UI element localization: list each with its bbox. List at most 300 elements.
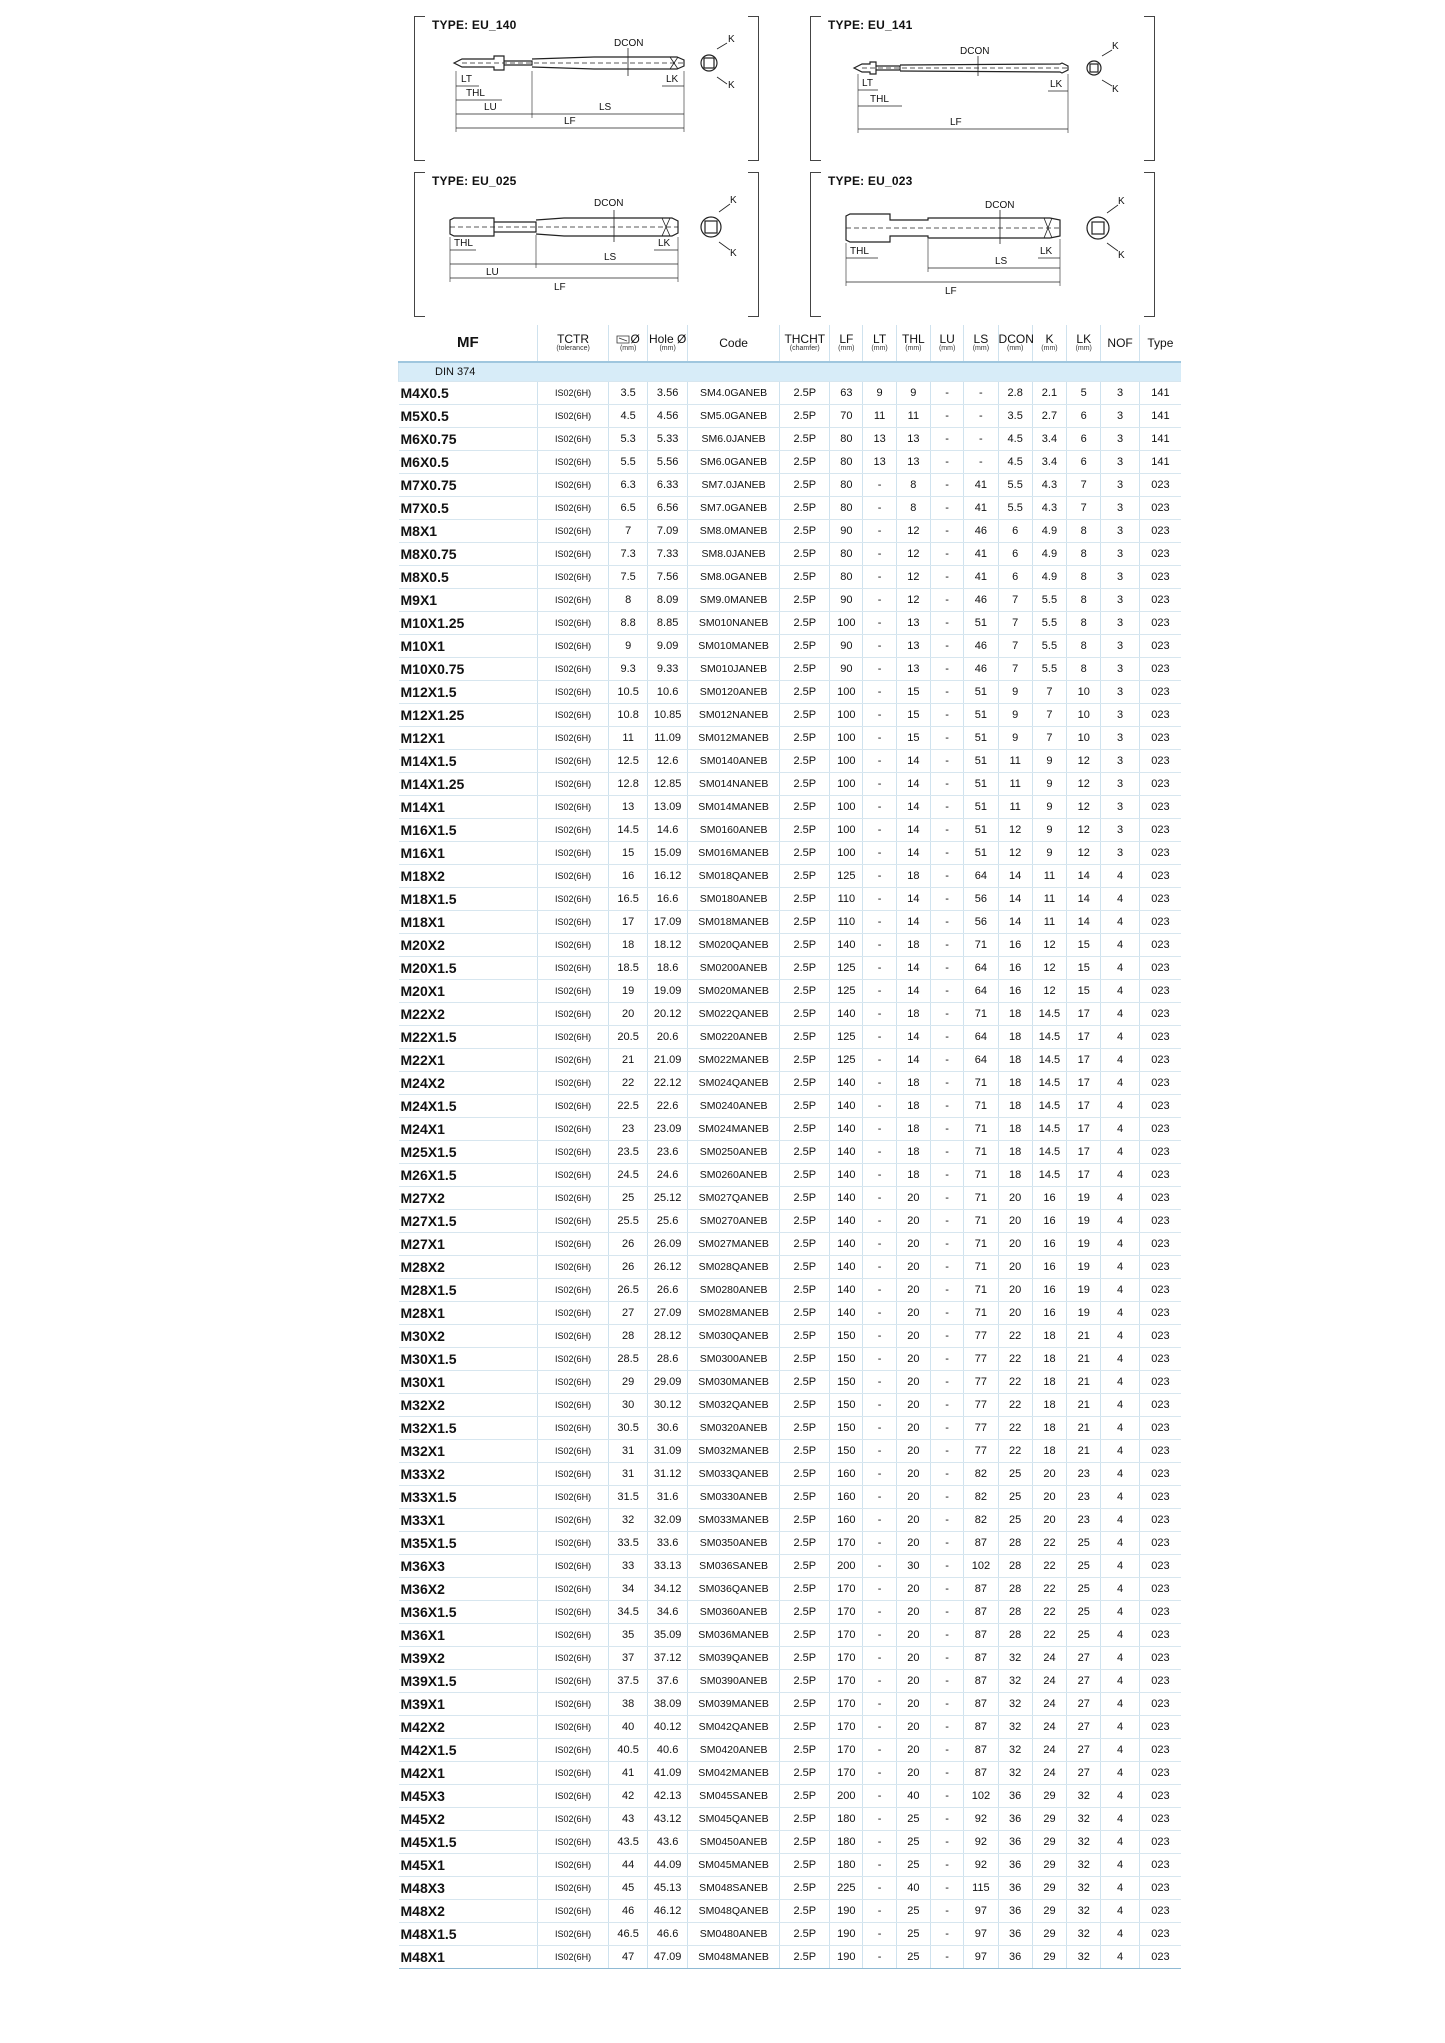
cell-ls: 87 xyxy=(964,1578,998,1601)
col-tctr: TCTR (tolerance) xyxy=(538,325,609,362)
cell-drill: 28.5 xyxy=(608,1348,647,1371)
cell-type: 023 xyxy=(1139,727,1181,750)
cell-thcht: 2.5P xyxy=(780,451,830,474)
cell-thl: 25 xyxy=(896,1831,930,1854)
cell-type: 023 xyxy=(1139,957,1181,980)
table-row xyxy=(399,1923,1182,1946)
cell-thl: 9 xyxy=(896,382,930,405)
cell-code: SM0420ANEB xyxy=(687,1739,779,1762)
cell-lk: 21 xyxy=(1067,1440,1101,1463)
cell-mf: M14X1.5 xyxy=(399,750,538,773)
cell-lt: - xyxy=(863,658,896,681)
cell-tctr: IS02(6H) xyxy=(538,842,609,865)
cell-mf: M32X2 xyxy=(399,1394,538,1417)
cell-lu: - xyxy=(931,1164,964,1187)
cell-thl: 14 xyxy=(896,888,930,911)
cell-lf: 170 xyxy=(830,1670,863,1693)
cell-lk: 25 xyxy=(1067,1624,1101,1647)
cell-tctr: IS02(6H) xyxy=(538,1371,609,1394)
cell-hole: 18.6 xyxy=(648,957,687,980)
cell-lu: - xyxy=(931,1808,964,1831)
cell-dcon: 16 xyxy=(998,980,1032,1003)
cell-lk: 8 xyxy=(1067,520,1101,543)
cell-hole: 34.12 xyxy=(648,1578,687,1601)
tap-drawing xyxy=(414,172,759,317)
cell-drill: 20 xyxy=(608,1003,647,1026)
cell-lt: - xyxy=(863,589,896,612)
cell-ls: 51 xyxy=(964,612,998,635)
cell-type: 023 xyxy=(1139,1348,1181,1371)
cell-drill: 43 xyxy=(608,1808,647,1831)
cell-thl: 20 xyxy=(896,1394,930,1417)
cell-ls: 87 xyxy=(964,1739,998,1762)
cell-nof: 4 xyxy=(1101,980,1139,1003)
cell-thcht: 2.5P xyxy=(780,1808,830,1831)
cell-nof: 4 xyxy=(1101,1785,1139,1808)
table-row xyxy=(399,1946,1182,1969)
cell-mf: M16X1 xyxy=(399,842,538,865)
cell-tctr: IS02(6H) xyxy=(538,681,609,704)
cell-k: 7 xyxy=(1032,704,1066,727)
cell-nof: 4 xyxy=(1101,1026,1139,1049)
cell-hole: 13.09 xyxy=(648,796,687,819)
cell-hole: 28.6 xyxy=(648,1348,687,1371)
cell-hole: 23.6 xyxy=(648,1141,687,1164)
cell-code: SM6.0GANEB xyxy=(687,451,779,474)
cell-mf: M20X1 xyxy=(399,980,538,1003)
cell-ls: 51 xyxy=(964,842,998,865)
cell-lt: - xyxy=(863,1532,896,1555)
label-thl: THL xyxy=(850,246,869,257)
cell-thcht: 2.5P xyxy=(780,474,830,497)
cell-hole: 43.6 xyxy=(648,1831,687,1854)
cell-mf: M24X1.5 xyxy=(399,1095,538,1118)
cell-drill: 3.5 xyxy=(608,382,647,405)
cell-mf: M45X1.5 xyxy=(399,1831,538,1854)
cell-ls: 41 xyxy=(964,543,998,566)
cell-mf: M39X1 xyxy=(399,1693,538,1716)
cell-thcht: 2.5P xyxy=(780,1210,830,1233)
table-row xyxy=(399,796,1182,819)
cell-lu: - xyxy=(931,1877,964,1900)
cell-code: SM048MANEB xyxy=(687,1946,779,1969)
cell-code: SM030MANEB xyxy=(687,1371,779,1394)
cell-code: SM0330ANEB xyxy=(687,1486,779,1509)
cell-lk: 10 xyxy=(1067,704,1101,727)
cell-tctr: IS02(6H) xyxy=(538,1555,609,1578)
cell-ls: 51 xyxy=(964,819,998,842)
table-row xyxy=(399,1279,1182,1302)
cell-thl: 8 xyxy=(896,497,930,520)
cell-lt: - xyxy=(863,1946,896,1969)
cell-thl: 20 xyxy=(896,1417,930,1440)
cell-tctr: IS02(6H) xyxy=(538,750,609,773)
cell-ls: 71 xyxy=(964,934,998,957)
cell-code: SM8.0JANEB xyxy=(687,543,779,566)
cell-hole: 44.09 xyxy=(648,1854,687,1877)
label-lt: LT xyxy=(461,74,472,85)
table-row xyxy=(399,1532,1182,1555)
cell-thcht: 2.5P xyxy=(780,957,830,980)
cell-lk: 32 xyxy=(1067,1785,1101,1808)
cell-lk: 27 xyxy=(1067,1670,1101,1693)
cell-type: 023 xyxy=(1139,1440,1181,1463)
cell-nof: 3 xyxy=(1101,773,1139,796)
cell-lk: 19 xyxy=(1067,1233,1101,1256)
cell-tctr: IS02(6H) xyxy=(538,1095,609,1118)
cell-thcht: 2.5P xyxy=(780,1095,830,1118)
cell-tctr: IS02(6H) xyxy=(538,1049,609,1072)
cell-tctr: IS02(6H) xyxy=(538,980,609,1003)
cell-mf: M8X1 xyxy=(399,520,538,543)
cell-thl: 20 xyxy=(896,1256,930,1279)
cell-lt: - xyxy=(863,1003,896,1026)
cell-lf: 140 xyxy=(830,1187,863,1210)
cell-hole: 26.6 xyxy=(648,1279,687,1302)
cell-lu: - xyxy=(931,474,964,497)
cell-code: SM0180ANEB xyxy=(687,888,779,911)
cell-tctr: IS02(6H) xyxy=(538,1210,609,1233)
cell-lt: 13 xyxy=(863,428,896,451)
table-row xyxy=(399,382,1182,405)
cell-hole: 19.09 xyxy=(648,980,687,1003)
cell-lt: - xyxy=(863,750,896,773)
cell-lu: - xyxy=(931,1279,964,1302)
cell-lk: 12 xyxy=(1067,773,1101,796)
cell-k: 11 xyxy=(1032,911,1066,934)
label-lk: LK xyxy=(666,74,679,85)
cell-code: SM045QANEB xyxy=(687,1808,779,1831)
cell-lf: 200 xyxy=(830,1785,863,1808)
cell-lf: 170 xyxy=(830,1578,863,1601)
cell-nof: 3 xyxy=(1101,658,1139,681)
cell-code: SM022QANEB xyxy=(687,1003,779,1026)
cell-lt: - xyxy=(863,1233,896,1256)
cell-code: SM014MANEB xyxy=(687,796,779,819)
cell-dcon: 4.5 xyxy=(998,451,1032,474)
cell-dcon: 22 xyxy=(998,1348,1032,1371)
cell-dcon: 9 xyxy=(998,727,1032,750)
cell-code: SM0270ANEB xyxy=(687,1210,779,1233)
table-row xyxy=(399,1762,1182,1785)
cell-lf: 140 xyxy=(830,1118,863,1141)
cell-ls: 46 xyxy=(964,520,998,543)
cell-hole: 16.12 xyxy=(648,865,687,888)
cell-code: SM039QANEB xyxy=(687,1647,779,1670)
cell-mf: M7X0.5 xyxy=(399,497,538,520)
cell-code: SM0450ANEB xyxy=(687,1831,779,1854)
cell-mf: M22X1.5 xyxy=(399,1026,538,1049)
cell-nof: 4 xyxy=(1101,865,1139,888)
cell-lf: 100 xyxy=(830,727,863,750)
cell-tctr: IS02(6H) xyxy=(538,1072,609,1095)
diagram-eu-141 xyxy=(810,16,1155,161)
table-row xyxy=(399,405,1182,428)
table-row xyxy=(399,1256,1182,1279)
cell-ls: 102 xyxy=(964,1555,998,1578)
cell-type: 023 xyxy=(1139,1141,1181,1164)
cell-mf: M6X0.5 xyxy=(399,451,538,474)
cell-thl: 14 xyxy=(896,957,930,980)
cell-drill: 7.3 xyxy=(608,543,647,566)
cell-mf: M20X1.5 xyxy=(399,957,538,980)
cell-thl: 25 xyxy=(896,1900,930,1923)
cell-dcon: 11 xyxy=(998,796,1032,819)
cell-nof: 4 xyxy=(1101,1486,1139,1509)
cell-type: 023 xyxy=(1139,1026,1181,1049)
cell-type: 023 xyxy=(1139,635,1181,658)
cell-thl: 20 xyxy=(896,1279,930,1302)
cell-type: 023 xyxy=(1139,1187,1181,1210)
cell-lk: 27 xyxy=(1067,1647,1101,1670)
cell-lu: - xyxy=(931,1693,964,1716)
cell-thl: 20 xyxy=(896,1371,930,1394)
cell-dcon: 18 xyxy=(998,1072,1032,1095)
cell-hole: 9.09 xyxy=(648,635,687,658)
cell-thl: 13 xyxy=(896,428,930,451)
cell-thcht: 2.5P xyxy=(780,1923,830,1946)
cell-ls: 71 xyxy=(964,1095,998,1118)
cell-k: 14.5 xyxy=(1032,1003,1066,1026)
cell-dcon: 4.5 xyxy=(998,428,1032,451)
cell-lk: 7 xyxy=(1067,497,1101,520)
table-row xyxy=(399,1440,1182,1463)
cell-code: SM9.0MANEB xyxy=(687,589,779,612)
cell-thl: 12 xyxy=(896,543,930,566)
table-row xyxy=(399,1555,1182,1578)
cell-lt: - xyxy=(863,819,896,842)
cell-thl: 20 xyxy=(896,1532,930,1555)
cell-k: 12 xyxy=(1032,980,1066,1003)
cell-thcht: 2.5P xyxy=(780,1279,830,1302)
cell-mf: M28X2 xyxy=(399,1256,538,1279)
cell-lk: 21 xyxy=(1067,1371,1101,1394)
cell-ls: 51 xyxy=(964,704,998,727)
cell-lf: 160 xyxy=(830,1486,863,1509)
cell-ls: 115 xyxy=(964,1877,998,1900)
cell-dcon: 20 xyxy=(998,1210,1032,1233)
cell-tctr: IS02(6H) xyxy=(538,819,609,842)
label-lu: LU xyxy=(486,267,499,278)
cell-lf: 63 xyxy=(830,382,863,405)
cell-tctr: IS02(6H) xyxy=(538,520,609,543)
cell-lu: - xyxy=(931,1118,964,1141)
cell-tctr: IS02(6H) xyxy=(538,934,609,957)
cell-nof: 3 xyxy=(1101,428,1139,451)
cell-lu: - xyxy=(931,1854,964,1877)
cell-nof: 4 xyxy=(1101,1187,1139,1210)
table-body xyxy=(399,362,1182,1969)
label-ls: LS xyxy=(604,252,617,263)
col-lf: LF (mm) xyxy=(830,325,863,362)
cell-type: 023 xyxy=(1139,1555,1181,1578)
cell-nof: 4 xyxy=(1101,1739,1139,1762)
cell-lt: - xyxy=(863,1256,896,1279)
cell-lt: - xyxy=(863,543,896,566)
cell-lf: 150 xyxy=(830,1417,863,1440)
diagram-title: TYPE: EU_140 xyxy=(432,18,517,32)
cell-mf: M18X1 xyxy=(399,911,538,934)
cell-mf: M14X1.25 xyxy=(399,773,538,796)
cell-lt: - xyxy=(863,796,896,819)
cell-lt: - xyxy=(863,1854,896,1877)
cell-nof: 3 xyxy=(1101,543,1139,566)
cell-mf: M12X1.5 xyxy=(399,681,538,704)
cell-lt: - xyxy=(863,566,896,589)
cell-drill: 31.5 xyxy=(608,1486,647,1509)
cell-type: 023 xyxy=(1139,566,1181,589)
cell-tctr: IS02(6H) xyxy=(538,589,609,612)
cell-code: SM4.0GANEB xyxy=(687,382,779,405)
cell-hole: 26.12 xyxy=(648,1256,687,1279)
cell-lu: - xyxy=(931,727,964,750)
cell-hole: 21.09 xyxy=(648,1049,687,1072)
cell-ls: 51 xyxy=(964,796,998,819)
cell-lu: - xyxy=(931,1647,964,1670)
cell-dcon: 20 xyxy=(998,1187,1032,1210)
cell-lf: 90 xyxy=(830,589,863,612)
cell-type: 023 xyxy=(1139,980,1181,1003)
cell-type: 023 xyxy=(1139,497,1181,520)
cell-lk: 19 xyxy=(1067,1279,1101,1302)
cell-nof: 4 xyxy=(1101,1302,1139,1325)
cell-lu: - xyxy=(931,1440,964,1463)
cell-thcht: 2.5P xyxy=(780,1739,830,1762)
cell-lu: - xyxy=(931,1026,964,1049)
cell-tctr: IS02(6H) xyxy=(538,1762,609,1785)
cell-thl: 20 xyxy=(896,1624,930,1647)
cell-mf: M45X3 xyxy=(399,1785,538,1808)
cell-thl: 20 xyxy=(896,1302,930,1325)
cell-nof: 3 xyxy=(1101,704,1139,727)
col-mf: MF xyxy=(399,325,538,362)
cell-lt: - xyxy=(863,980,896,1003)
cell-type: 023 xyxy=(1139,934,1181,957)
cell-lu: - xyxy=(931,1141,964,1164)
cell-drill: 33.5 xyxy=(608,1532,647,1555)
cell-dcon: 9 xyxy=(998,681,1032,704)
cell-thl: 20 xyxy=(896,1693,930,1716)
cell-lt: 9 xyxy=(863,382,896,405)
cell-lf: 150 xyxy=(830,1440,863,1463)
cell-thl: 14 xyxy=(896,911,930,934)
cell-dcon: 36 xyxy=(998,1900,1032,1923)
cell-lf: 140 xyxy=(830,1279,863,1302)
cell-code: SM0350ANEB xyxy=(687,1532,779,1555)
cell-lf: 80 xyxy=(830,451,863,474)
cell-thl: 20 xyxy=(896,1670,930,1693)
cell-hole: 18.12 xyxy=(648,934,687,957)
cell-lu: - xyxy=(931,681,964,704)
cell-lk: 15 xyxy=(1067,980,1101,1003)
cell-mf: M22X2 xyxy=(399,1003,538,1026)
cell-ls: 97 xyxy=(964,1900,998,1923)
cell-lt: - xyxy=(863,1026,896,1049)
cell-hole: 5.33 xyxy=(648,428,687,451)
cell-lk: 27 xyxy=(1067,1762,1101,1785)
cell-type: 023 xyxy=(1139,474,1181,497)
cell-lu: - xyxy=(931,1394,964,1417)
cell-code: SM028MANEB xyxy=(687,1302,779,1325)
cell-thl: 18 xyxy=(896,1141,930,1164)
cell-lu: - xyxy=(931,1072,964,1095)
cell-lt: - xyxy=(863,1762,896,1785)
cell-k: 4.3 xyxy=(1032,497,1066,520)
cell-thcht: 2.5P xyxy=(780,980,830,1003)
cell-dcon: 20 xyxy=(998,1233,1032,1256)
cell-drill: 10.8 xyxy=(608,704,647,727)
cell-drill: 13 xyxy=(608,796,647,819)
table-row xyxy=(399,635,1182,658)
cell-thl: 13 xyxy=(896,658,930,681)
cell-ls: 92 xyxy=(964,1831,998,1854)
cell-ls: 87 xyxy=(964,1532,998,1555)
cell-dcon: 28 xyxy=(998,1624,1032,1647)
cell-type: 023 xyxy=(1139,1762,1181,1785)
cell-lk: 25 xyxy=(1067,1578,1101,1601)
cell-lu: - xyxy=(931,543,964,566)
cell-type: 141 xyxy=(1139,405,1181,428)
cell-dcon: 22 xyxy=(998,1394,1032,1417)
cell-thcht: 2.5P xyxy=(780,1624,830,1647)
cell-mf: M16X1.5 xyxy=(399,819,538,842)
col-drill: Ø (mm) xyxy=(608,325,647,362)
cell-dcon: 22 xyxy=(998,1371,1032,1394)
cell-code: SM016MANEB xyxy=(687,842,779,865)
cell-k: 2.7 xyxy=(1032,405,1066,428)
cell-code: SM010JANEB xyxy=(687,658,779,681)
cell-type: 023 xyxy=(1139,1256,1181,1279)
cell-ls: 64 xyxy=(964,1026,998,1049)
cell-thcht: 2.5P xyxy=(780,1187,830,1210)
cell-lt: - xyxy=(863,888,896,911)
cell-code: SM042MANEB xyxy=(687,1762,779,1785)
cell-tctr: IS02(6H) xyxy=(538,911,609,934)
table-row xyxy=(399,1900,1182,1923)
cell-thcht: 2.5P xyxy=(780,1670,830,1693)
cell-lf: 150 xyxy=(830,1348,863,1371)
cell-dcon: 32 xyxy=(998,1670,1032,1693)
cell-lf: 150 xyxy=(830,1325,863,1348)
cell-thl: 14 xyxy=(896,1026,930,1049)
cell-dcon: 20 xyxy=(998,1279,1032,1302)
table-row xyxy=(399,1877,1182,1900)
cell-dcon: 32 xyxy=(998,1647,1032,1670)
cell-hole: 27.09 xyxy=(648,1302,687,1325)
cell-lu: - xyxy=(931,1532,964,1555)
cell-k: 22 xyxy=(1032,1578,1066,1601)
cell-code: SM045MANEB xyxy=(687,1854,779,1877)
cell-lu: - xyxy=(931,1256,964,1279)
cell-thcht: 2.5P xyxy=(780,1371,830,1394)
cell-tctr: IS02(6H) xyxy=(538,1785,609,1808)
cell-dcon: 7 xyxy=(998,658,1032,681)
cell-dcon: 5.5 xyxy=(998,474,1032,497)
cell-k: 4.9 xyxy=(1032,520,1066,543)
table-row xyxy=(399,1739,1182,1762)
cell-type: 023 xyxy=(1139,1371,1181,1394)
cell-drill: 9 xyxy=(608,635,647,658)
cell-thl: 12 xyxy=(896,520,930,543)
cell-tctr: IS02(6H) xyxy=(538,1302,609,1325)
cell-thl: 25 xyxy=(896,1923,930,1946)
cell-lu: - xyxy=(931,1371,964,1394)
cell-thl: 20 xyxy=(896,1210,930,1233)
cell-lf: 80 xyxy=(830,566,863,589)
cell-lu: - xyxy=(931,980,964,1003)
cell-drill: 6.3 xyxy=(608,474,647,497)
cell-tctr: IS02(6H) xyxy=(538,497,609,520)
